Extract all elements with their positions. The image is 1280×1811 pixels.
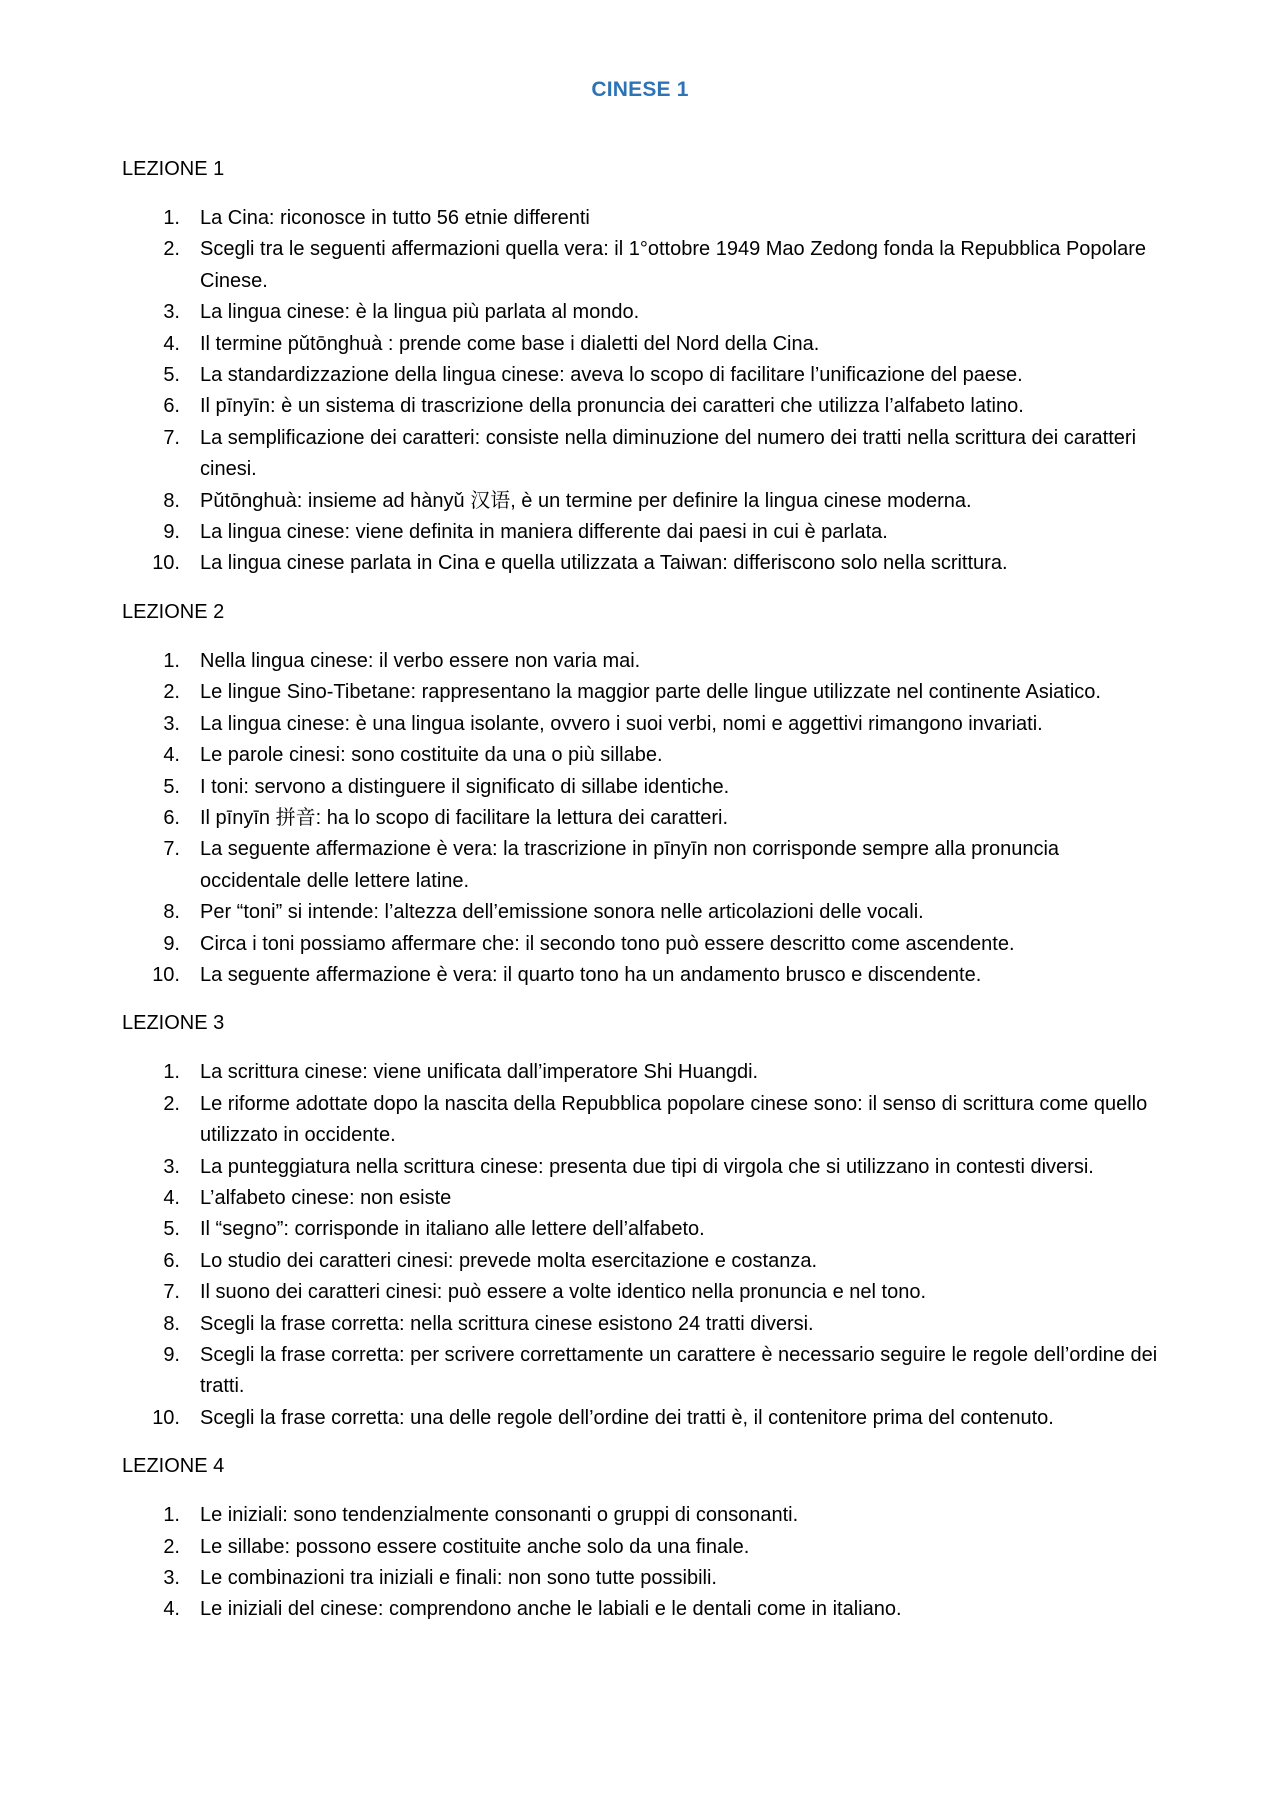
item-number: 6. [163, 395, 180, 418]
item-text: Le riforme adottate dopo la nascita della Repubblica popolare cinese sono: il senso di scrittura come quello utilizzato in occidente. [200, 1092, 1148, 1147]
list-item [122, 772, 1162, 803]
item-text: Il suono dei caratteri cinesi: può essere a volte identico nella pronuncia e nel tono. [200, 1281, 927, 1304]
item-number: 7. [163, 426, 180, 449]
item-text: Le parole cinesi: sono costituite da una o più sillabe. [200, 744, 663, 767]
list-item [122, 297, 1162, 328]
item-text: La punteggiatura nella scrittura cinese: presenta due tipi di virgola che si utilizzano in contesti diversi. [200, 1155, 1094, 1178]
list-item [122, 360, 1162, 391]
item-number: 6. [163, 806, 180, 829]
item-number: 5. [163, 775, 180, 798]
question-list [122, 646, 1162, 991]
item-text: La lingua cinese parlata in Cina e quella utilizzata a Taiwan: differiscono solo nella scrittura. [200, 552, 1008, 575]
list-item [122, 1403, 1162, 1434]
item-text: La semplificazione dei caratteri: consiste nella diminuzione del numero dei tratti nella scrittura dei caratteri cinesi. [200, 426, 1137, 481]
item-number: 9. [163, 521, 180, 544]
list-item [122, 203, 1162, 234]
list-item [122, 1277, 1162, 1308]
list-item [122, 1089, 1162, 1152]
item-text: La lingua cinese: è la lingua più parlata al mondo. [200, 301, 640, 324]
item-text: L’alfabeto cinese: non esiste [200, 1186, 452, 1209]
lesson-2-section [122, 597, 1162, 991]
lesson-1-section [122, 154, 1162, 580]
list-item [122, 1309, 1162, 1340]
lesson-heading: LEZIONE 4 [122, 1455, 225, 1478]
item-text: Le iniziali: sono tendenzialmente consonanti o gruppi di consonanti. [200, 1504, 799, 1527]
item-number: 10. [152, 1406, 180, 1429]
list-item [122, 391, 1162, 422]
item-number: 3. [163, 301, 180, 324]
item-number: 3. [163, 1155, 180, 1178]
item-number: 1. [163, 1061, 180, 1084]
list-item [122, 423, 1162, 486]
list-item [122, 834, 1162, 897]
list-item [122, 646, 1162, 677]
item-text: La seguente affermazione è vera: il quarto tono ha un andamento brusco e discendente. [200, 963, 982, 986]
item-text: Pǔtōnghuà: insieme ad hànyǔ 汉语, è un termine per definire la lingua cinese moderna. [200, 489, 972, 512]
list-item [122, 1246, 1162, 1277]
list-item [122, 929, 1162, 960]
item-text: Le combinazioni tra iniziali e finali: non sono tutte possibili. [200, 1567, 717, 1590]
item-text: La standardizzazione della lingua cinese: aveva lo scopo di facilitare l’unificazione del paese. [200, 364, 1023, 387]
item-number: 8. [163, 1312, 180, 1335]
item-number: 2. [163, 1535, 180, 1558]
item-text: Le lingue Sino-Tibetane: rappresentano la maggior parte delle lingue utilizzate nel continente Asiatico. [200, 681, 1101, 704]
list-item [122, 1057, 1162, 1088]
item-text: Il “segno”: corrisponde in italiano alle lettere dell’alfabeto. [200, 1218, 705, 1241]
item-text: Circa i toni possiamo affermare che: il secondo tono può essere descritto come ascendente. [200, 932, 1015, 955]
item-number: 1. [163, 649, 180, 672]
item-number: 9. [163, 932, 180, 955]
item-text: La lingua cinese: viene definita in maniera differente dai paesi in cui è parlata. [200, 521, 888, 544]
item-text: Le iniziali del cinese: comprendono anche le labiali e le dentali come in italiano. [200, 1598, 902, 1621]
list-item [122, 960, 1162, 991]
document-title: CINESE 1 [591, 78, 689, 101]
list-item [122, 1500, 1162, 1531]
item-number: 1. [163, 1504, 180, 1527]
list-item [122, 803, 1162, 834]
question-list [122, 203, 1162, 580]
lesson-heading: LEZIONE 2 [122, 600, 225, 623]
list-item [122, 329, 1162, 360]
item-number: 4. [163, 1186, 180, 1209]
item-number: 2. [163, 238, 180, 261]
item-text: I toni: servono a distinguere il significato di sillabe identiche. [200, 775, 730, 798]
item-text: Nella lingua cinese: il verbo essere non varia mai. [200, 649, 641, 672]
list-item [122, 709, 1162, 740]
list-item [122, 1214, 1162, 1245]
item-number: 5. [163, 1218, 180, 1241]
item-text: Scegli la frase corretta: nella scrittura cinese esistono 24 tratti diversi. [200, 1312, 814, 1335]
item-text: Il termine pǔtōnghuà : prende come base i dialetti del Nord della Cina. [200, 332, 820, 355]
list-item [122, 548, 1162, 579]
item-number: 4. [163, 744, 180, 767]
item-number: 3. [163, 1567, 180, 1590]
lesson-heading: LEZIONE 3 [122, 1012, 225, 1035]
list-item [122, 1183, 1162, 1214]
item-text: Per “toni” si intende: l’altezza dell’emissione sonora nelle articolazioni delle vocali. [200, 901, 924, 924]
item-text: Il pīnyīn 拼音: ha lo scopo di facilitare la lettura dei caratteri. [200, 806, 729, 829]
item-number: 4. [163, 332, 180, 355]
item-text: La seguente affermazione è vera: la trascrizione in pīnyīn non corrisponde sempre alla pronuncia occidentale delle lettere latine. [200, 838, 1060, 892]
item-number: 3. [163, 712, 180, 735]
item-text: Le sillabe: possono essere costituite anche solo da una finale. [200, 1535, 750, 1558]
list-item [122, 1532, 1162, 1563]
list-item [122, 677, 1162, 708]
item-text: La scrittura cinese: viene unificata dall’imperatore Shi Huangdi. [200, 1061, 759, 1084]
list-item [122, 897, 1162, 928]
question-list [122, 1500, 1162, 1626]
list-item [122, 1594, 1162, 1625]
list-item [122, 1340, 1162, 1403]
item-text: Scegli la frase corretta: per scrivere correttamente un carattere è necessario seguire le regole dell’ordine dei tratti. [200, 1344, 1158, 1398]
document-body [122, 154, 1162, 1643]
item-number: 2. [163, 681, 180, 704]
lesson-4-section [122, 1451, 1162, 1626]
list-item [122, 234, 1162, 297]
list-item [122, 1152, 1162, 1183]
item-number: 7. [163, 1281, 180, 1304]
item-number: 9. [163, 1344, 180, 1366]
item-number: 4. [163, 1598, 180, 1621]
list-item [122, 740, 1162, 771]
lesson-3-section [122, 1008, 1162, 1434]
item-number: 8. [163, 901, 180, 924]
item-number: 7. [163, 838, 180, 861]
item-number: 10. [152, 552, 180, 575]
item-text: Scegli tra le seguenti affermazioni quella vera: il 1°ottobre 1949 Mao Zedong fonda la Repubblica Popolare Cinese. [200, 238, 1147, 292]
item-text: Lo studio dei caratteri cinesi: prevede molta esercitazione e costanza. [200, 1249, 818, 1272]
item-text: La Cina: riconosce in tutto 56 etnie differenti [200, 207, 590, 229]
item-text: La lingua cinese: è una lingua isolante, ovvero i suoi verbi, nomi e aggettivi rimangono invariati. [200, 712, 1043, 735]
list-item [122, 486, 1162, 517]
item-number: 5. [163, 364, 180, 387]
list-item [122, 1563, 1162, 1594]
item-text: Scegli la frase corretta: una delle regole dell’ordine dei tratti è, il contenitore prima del contenuto. [200, 1406, 1054, 1429]
question-list [122, 1057, 1162, 1434]
item-number: 1. [163, 207, 180, 229]
lesson-heading: LEZIONE 1 [122, 158, 225, 180]
item-text: Il pīnyīn: è un sistema di trascrizione della pronuncia dei caratteri che utilizza l’alfabeto latino. [200, 395, 1024, 418]
list-item [122, 517, 1162, 548]
item-number: 6. [163, 1249, 180, 1272]
item-number: 8. [163, 489, 180, 512]
item-number: 2. [163, 1092, 180, 1115]
item-number: 10. [152, 963, 180, 986]
